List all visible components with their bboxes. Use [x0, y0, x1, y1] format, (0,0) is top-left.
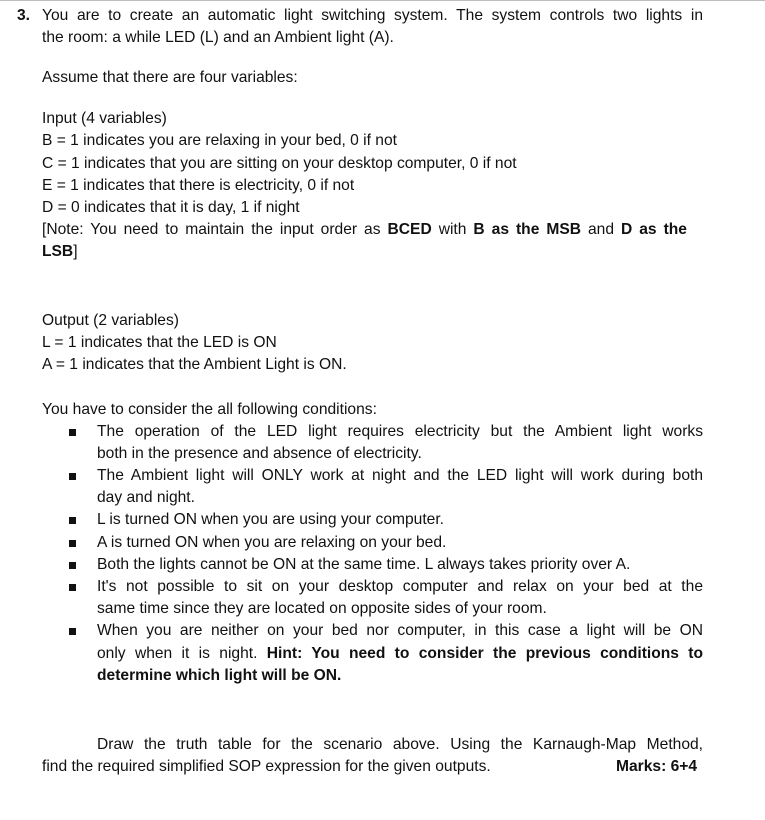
input-b: B = 1 indicates you are relaxing in your bed, 0 if not — [42, 132, 397, 149]
bullet-icon — [69, 628, 76, 635]
condition-2-line-2: day and night. — [97, 489, 195, 506]
task-line-2: find the required simplified SOP expression for the given outputs. — [42, 758, 491, 775]
bullet-icon — [69, 540, 76, 547]
condition-7-normal: only when it is night. — [97, 645, 267, 662]
condition-7-hint: Hint: You need to consider the previous conditions to — [266, 645, 703, 662]
condition-7-line-3 — [97, 665, 341, 687]
note-prefix: [Note: You need to maintain the input order as — [42, 221, 388, 238]
conditions-heading: You have to consider the all following conditions: — [42, 401, 377, 418]
note-and: and — [581, 221, 622, 238]
input-heading: Input (4 variables) — [42, 110, 167, 127]
bullet-icon — [69, 429, 76, 436]
condition-7-hint-cont: determine which light will be ON. — [97, 667, 342, 684]
intro-line-1: You are to create an automatic light switching system. The system controls two lights in — [42, 7, 703, 24]
note-lsb-part2: LSB — [42, 243, 74, 260]
question-number: 3. — [17, 7, 31, 24]
condition-6-line-1: It's not possible to sit on your desktop computer and relax on your bed at the — [97, 578, 703, 595]
bullet-icon — [69, 517, 76, 524]
input-d: D = 0 indicates that it is day, 1 if night — [42, 199, 300, 216]
output-heading: Output (2 variables) — [42, 312, 179, 329]
top-rule — [0, 0, 765, 1]
condition-2-line-1: The Ambient light will ONLY work at night and the LED light will work during both — [97, 467, 703, 484]
input-note — [42, 219, 687, 241]
bullet-icon — [69, 562, 76, 569]
assume-text: Assume that there are four variables: — [42, 69, 298, 86]
condition-7-line-2 — [97, 643, 703, 665]
condition-6-line-2: same time since they are located on opposite sides of your room. — [97, 600, 547, 617]
condition-5: Both the lights cannot be ON at the same time. L always takes priority over A. — [97, 556, 631, 573]
note-close: ] — [73, 243, 78, 260]
output-l: L = 1 indicates that the LED is ON — [42, 334, 277, 351]
condition-1-line-1: The operation of the LED light requires electricity but the Ambient light works — [97, 423, 703, 440]
note-lsb-part1: D as the — [621, 221, 687, 238]
output-a: A = 1 indicates that the Ambient Light is ON. — [42, 356, 347, 373]
condition-7-line-1: When you are neither on your bed nor computer, in this case a light will be ON — [97, 622, 703, 639]
input-note-cont — [42, 241, 78, 263]
note-bced: BCED — [387, 221, 432, 238]
note-msb: B as the MSB — [473, 221, 582, 238]
condition-1-line-2: both in the presence and absence of electricity. — [97, 445, 422, 462]
condition-4: A is turned ON when you are relaxing on your bed. — [97, 534, 447, 551]
bullet-icon — [69, 584, 76, 591]
note-with: with — [431, 221, 474, 238]
input-e: E = 1 indicates that there is electricity, 0 if not — [42, 177, 355, 194]
condition-3: L is turned ON when you are using your computer. — [97, 511, 444, 528]
input-c: C = 1 indicates that you are sitting on your desktop computer, 0 if not — [42, 155, 517, 172]
marks-label: Marks: 6+4 — [616, 758, 698, 775]
bullet-icon — [69, 473, 76, 480]
intro-line-2: the room: a while LED (L) and an Ambient light (A). — [42, 29, 394, 46]
task-line-1: Draw the truth table for the scenario above. Using the Karnaugh-Map Method, — [97, 736, 703, 753]
